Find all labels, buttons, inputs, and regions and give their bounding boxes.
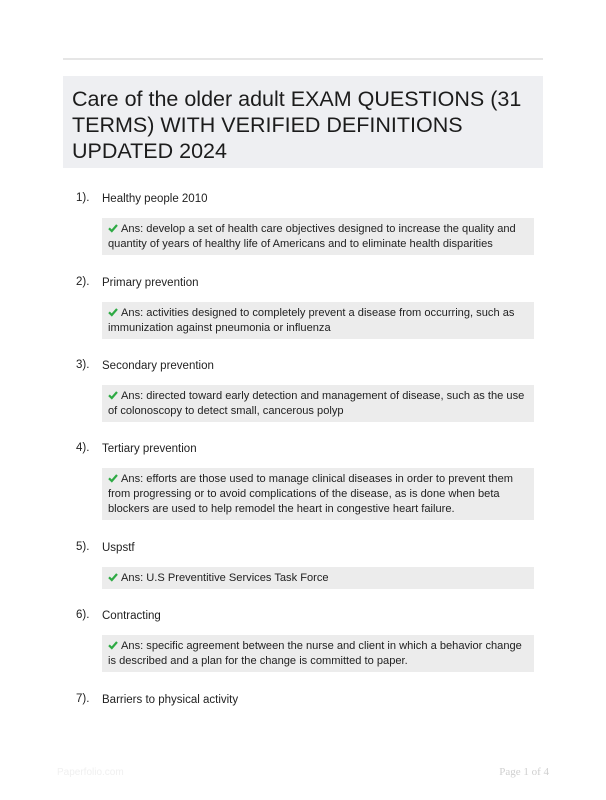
answer-prefix: Ans:	[121, 307, 147, 319]
answer-text: U.S Preventitive Services Task Force	[146, 572, 329, 584]
answer-box	[102, 635, 534, 672]
item-number: 7).	[76, 693, 90, 705]
item-term: Secondary prevention	[102, 360, 214, 372]
answer-text: develop a set of health care objectives designed to increase the quality and quantity of years of healthy life of Americans and to eliminate health disparities	[108, 223, 516, 250]
item-term: Uspstf	[102, 542, 135, 554]
footer-watermark: Paperfolio.com	[57, 767, 124, 778]
item-term: Healthy people 2010	[102, 193, 208, 205]
page-number: Page 1 of 4	[499, 766, 549, 778]
page-title: Care of the older adult EXAM QUESTIONS (31 TERMS) WITH VERIFIED DEFINITIONS UPDATED 2024	[72, 87, 522, 163]
item-number: 1).	[76, 192, 90, 204]
item-number: 3).	[76, 359, 90, 371]
answer-box	[102, 302, 534, 339]
answer-text: directed toward early detection and management of disease, such as the use of colonoscopy to detect small, cancerous polyp	[108, 390, 525, 417]
check-icon	[108, 572, 118, 582]
item-number: 6).	[76, 609, 90, 621]
answer-prefix: Ans:	[121, 390, 147, 402]
answer-text: efforts are those used to manage clinical diseases in order to prevent them from progressing or to avoid complications of the disease, as is done when beta blockers are used to help remodel the heart in congestive heart failure.	[108, 473, 513, 515]
item-term: Tertiary prevention	[102, 443, 197, 455]
answer-box	[102, 468, 534, 520]
check-icon	[108, 473, 118, 483]
title-box	[63, 76, 543, 168]
check-icon	[108, 223, 118, 233]
check-icon	[108, 390, 118, 400]
answer-box	[102, 567, 534, 589]
top-divider	[63, 58, 543, 60]
item-term: Primary prevention	[102, 277, 199, 289]
answer-prefix: Ans:	[121, 223, 147, 235]
answer-box	[102, 218, 534, 255]
item-term: Contracting	[102, 610, 161, 622]
item-number: 2).	[76, 276, 90, 288]
answer-box	[102, 385, 534, 422]
answer-text: activities designed to completely prevent a disease from occurring, such as immunization against pneumonia or influenza	[108, 307, 515, 334]
answer-prefix: Ans:	[121, 473, 147, 485]
item-number: 5).	[76, 541, 90, 553]
item-number: 4).	[76, 442, 90, 454]
answer-prefix: Ans:	[121, 572, 147, 584]
check-icon	[108, 640, 118, 650]
item-term: Barriers to physical activity	[102, 694, 239, 706]
answer-text: specific agreement between the nurse and client in which a behavior change is described and a plan for the change is committed to paper.	[108, 640, 522, 667]
answer-prefix: Ans:	[121, 640, 147, 652]
check-icon	[108, 307, 118, 317]
